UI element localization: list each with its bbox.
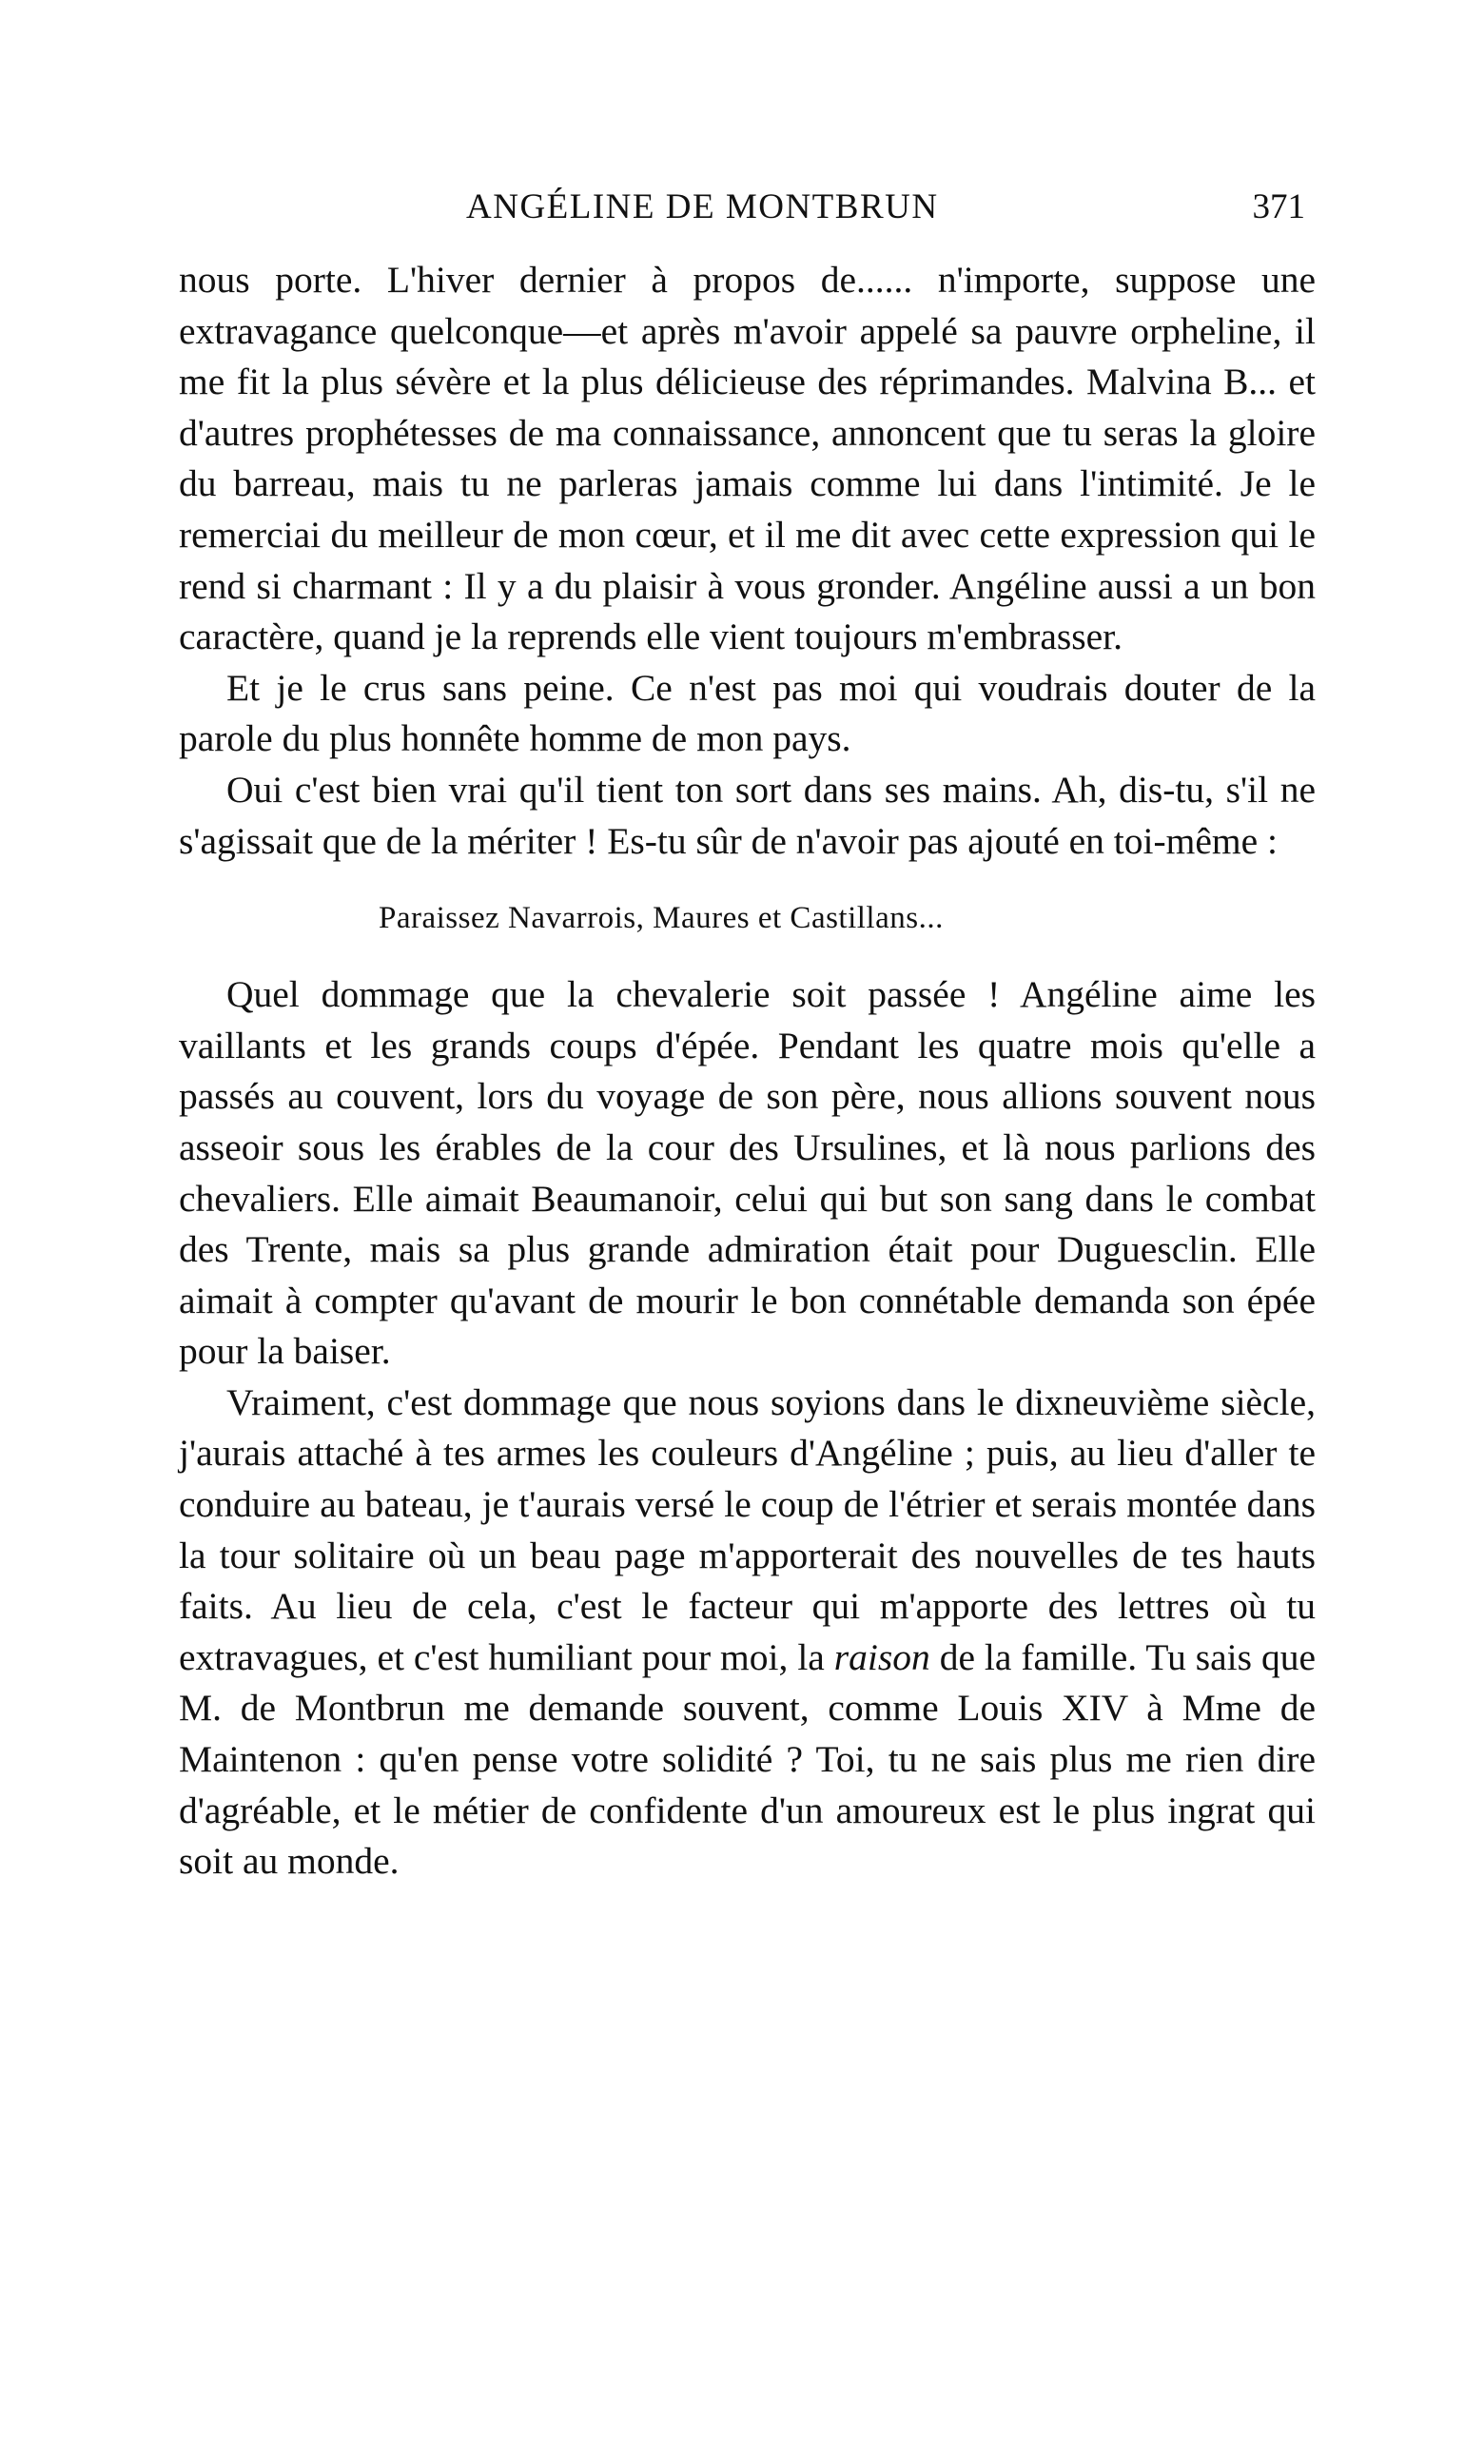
paragraph: Oui c'est bien vrai qu'il tient ton sort dans ses mains. Ah, dis-tu, s'il ne s'agissait que de la mériter ! Es-tu sûr de n'avoir pas ajouté en toi-même : — [179, 768, 1316, 862]
paragraph — [179, 1378, 1316, 1887]
italic-word: raison — [833, 1635, 930, 1678]
page-header — [181, 179, 1322, 236]
body-text — [179, 255, 1316, 1887]
paragraph-text: Vraiment, c'est dommage que nous soyions dans le dixneuvième siècle, j'aurais attaché à tes armes les couleurs d'Angéline ; puis, au lieu d'aller te conduire au bateau, je t'aurais versé le coup de l'étrier et serais montée dans la tour solitaire où un beau page m'apporterait des nouvelles de tes hauts faits. Au lieu de cela, c'est le facteur qui m'apporte des lettres où tu extravagues, et c'est humiliant pour moi, la — [179, 1380, 1316, 1678]
paragraph: Et je le crus sans peine. Ce n'est pas moi qui voudrais douter de la parole du plus honnête homme de mon pays. — [179, 666, 1316, 760]
running-title: ANGÉLINE DE MONTBRUN — [466, 187, 939, 226]
paragraph-text: de la famille. Tu sais que M. de Montbrun me demande souvent, comme Louis XIV à Mme de Maintenon : qu'en pense votre solidité ? Toi, tu ne sais plus me rien dire d'agréable, et le métier de confidente d'un amoureux est le plus ingrat qui soit au monde. — [179, 1635, 1316, 1883]
paragraph: Quel dommage que la chevalerie soit passée ! Angéline aime les vaillants et les grands coups d'épée. Pendant les quatre mois qu'elle a passés au couvent, lors du voyage de son père, nous allions souvent nous asseoir sous les érables de la cour des Ursulines, et là nous parlions des chevaliers. Elle aimait Beaumanoir, celui qui but son sang dans le combat des Trente, mais sa plus grande admiration était pour Duguesclin. Elle aimait à compter qu'avant de mourir le bon connétable demanda son épée pour la baiser. — [179, 973, 1316, 1373]
verse-quote: Paraissez Navarrois, Maures et Castillans... — [379, 901, 944, 936]
page-number: 371 — [1252, 187, 1305, 226]
paragraph: nous porte. L'hiver dernier à propos de...... n'importe, suppose une extravagance quelconque—et après m'avoir appelé sa pauvre orpheline, il me fit la plus sévère et la plus délicieuse des réprimandes. Malvina B... et d'autres prophétesses de ma connaissance, annoncent que tu seras la gloire du barreau, mais tu ne parleras jamais comme lui dans l'intimité. Je le remerciai du meilleur de mon cœur, et il me dit avec cette expression qui le rend si charmant : Il y a du plaisir à vous gronder. Angéline aussi a un bon caractère, quand je la reprends elle vient toujours m'embrasser. — [179, 259, 1316, 658]
